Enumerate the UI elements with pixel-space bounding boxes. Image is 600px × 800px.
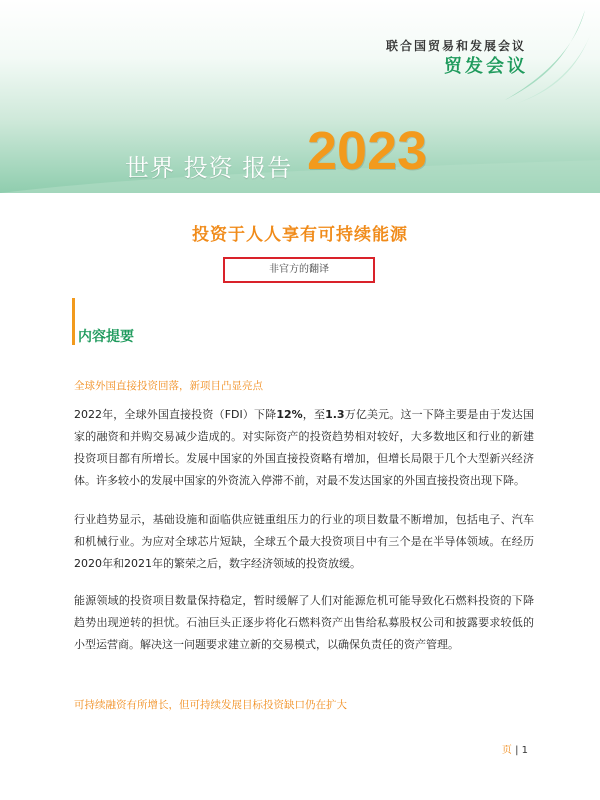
page-label: 页 [501, 745, 512, 756]
para-amount: 1.3 [325, 408, 345, 421]
para-lead: 2022年 [74, 408, 114, 421]
unofficial-translation-badge: 非官方的翻译 [223, 257, 375, 283]
report-title: 世界 投资 报告 [125, 154, 293, 182]
paragraph-fdi [74, 404, 534, 492]
page-footer [502, 741, 528, 756]
page-number: 1 [521, 745, 528, 756]
section-accent-bar [72, 298, 75, 345]
subheading-fdi: 全球外国直接投资回落，新项目凸显亮点 [74, 380, 263, 392]
report-banner [0, 0, 600, 193]
subheading-sustainable: 可持续融资有所增长，但可持续发展目标投资缺口仍在扩大 [74, 699, 347, 711]
main-title: 投资于人人享有可持续能源 [192, 225, 408, 245]
leaf-swoosh-icon [0, 0, 600, 193]
page-separator: | [515, 745, 519, 756]
org-short-name: 贸发会议 [444, 56, 528, 77]
para-pct: 12% [276, 408, 303, 421]
paragraph-industry: 行业趋势显示，基础设施和面临供应链重组压力的行业的项目数量不断增加，包括电子、汽车和机械行业。为应对全球芯片短缺，全球五个最大投资项目中有三个是在半导体领域。在经历2020年和2021年的繁荣之后，数字经济领域的投资放缓。 [74, 513, 534, 570]
section-heading: 内容提要 [78, 329, 134, 345]
para-comma: ，至 [302, 408, 326, 421]
para-tail: 万亿美元。这一下降主要是由于发达国家的融资和并购交易减少造成的。对实际资产的投资趋势相对较好，大多数地区和行业的新建投资项目都有所增长。发展中国家的外国直接投资略有增加，但增长局限于几个大型新兴经济体。许多较小的发展中国家的外资流入停滞不前，对最不发达国家的外国直接投资出现下降。 [74, 408, 535, 487]
report-year: 2023 [307, 121, 428, 181]
org-name: 联合国贸易和发展会议 [385, 39, 526, 53]
para-mid: ，全球外国直接投资（FDI）下降 [113, 408, 277, 421]
paragraph-energy: 能源领域的投资项目数量保持稳定，暂时缓解了人们对能源危机可能导致化石燃料投资的下降趋势出现逆转的担忧。石油巨头正逐步将化石燃料资产出售给私募股权公司和披露要求较低的小型运营商。解决这一问题要求建立新的交易模式，以确保负责任的资产管理。 [74, 594, 534, 651]
